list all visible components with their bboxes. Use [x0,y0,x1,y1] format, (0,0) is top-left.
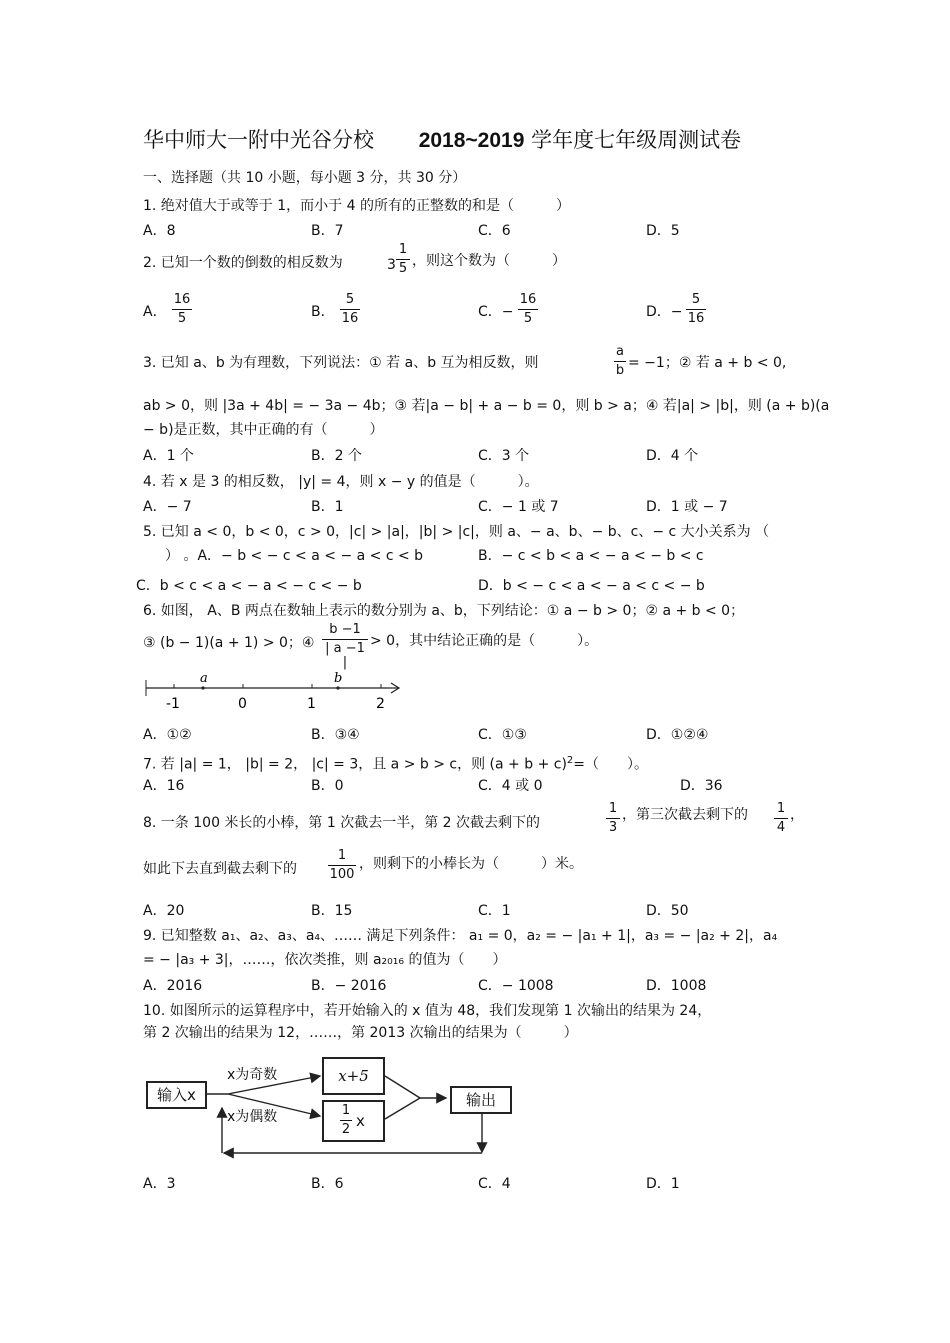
q7-option-c: C．4 或 0 [478,778,543,794]
tick-label-0: 0 [238,696,247,712]
q7-stem-tail: =（ ）。 [573,756,649,773]
q1-option-c: C．6 [478,223,511,239]
fraction-denominator: b [615,363,625,378]
fraction-denominator: 16 [687,311,705,326]
q2-option-d-fraction [686,293,706,326]
q10-option-a: A．3 [143,1176,176,1192]
flow-box-plus-five: x+5 [322,1057,385,1095]
fraction-denominator: 16 [341,311,359,326]
q3-line3: − b)是正数，其中正确的有（ ） [143,422,384,438]
q4-option-d: D．1 或 − 7 [646,499,728,515]
half-fraction [340,1104,352,1137]
fraction-bar [606,818,620,819]
fraction-bar [328,865,356,866]
q9-stem: 9. 已知整数 a₁、a₂、a₃、a₄、…… 满足下列条件： a₁ = 0，a₂ = − |a₁ + 1|，a₃ = − |a₂ + 2|，a₄ [143,928,778,944]
q3-option-d: D．4 个 [646,448,699,464]
q10-line2: 第 2 次输出的结果为 12，……，第 2013 次输出的结果为（ ） [143,1025,578,1041]
q2-option-b: B． [311,304,335,320]
q4-option-c: C．− 1 或 7 [478,499,559,515]
q6-option-a: A．①② [143,727,192,743]
q2-option-b-fraction [340,293,360,326]
fraction-bar [518,309,538,310]
section-heading: 一、选择题（共 10 小题，每小题 3 分，共 30 分） [143,170,467,186]
fraction-numerator: b −1 [329,622,361,637]
title-rest: 学年度七年级周测试卷 [531,128,742,152]
q4-option-b: B．1 [311,499,344,515]
flow-label-even: x为偶数 [227,1109,278,1125]
q6-stem: 6. 如图， A、B 两点在数轴上表示的数分别为 a、b，下列结论：① a − b > 0；② a + b < 0； [143,603,745,619]
q6-option-d: D．①②④ [646,727,709,743]
fraction-denominator: 5 [398,261,408,276]
q6-option-b: B．③④ [311,727,360,743]
q2-option-a-fraction [172,293,192,326]
q7-option-b: B．0 [311,778,344,794]
flow-box-output: 输出 [450,1086,512,1114]
fraction-numerator: 5 [691,292,701,307]
fraction-bar [322,639,368,640]
q8-stem-mid: ，第三次截去剩下的 [622,807,748,823]
title-years: 2018~2019 [418,129,525,152]
point-b [336,686,339,689]
q1-option-b: B．7 [311,223,344,239]
q9-option-d: D．1008 [646,978,707,994]
q8-option-a: A．20 [143,903,185,919]
q10-option-b: B．6 [311,1176,344,1192]
q6-option-c: C．①③ [478,727,527,743]
q8-option-d: D．50 [646,903,689,919]
q9-option-a: A．2016 [143,978,203,994]
q2-option-c-fraction [518,293,538,326]
q5-stem: 5. 已知 a < 0，b < 0，c > 0，|c| > |a|，|b| > |c|，则 a、− a、b、− b、c、− c 大小关系为 （ [143,524,770,540]
q3-option-b: B．2 个 [311,448,362,464]
fraction-denominator: 100 [329,867,355,882]
q3-fraction [614,345,626,378]
q8-fraction-1 [606,802,620,835]
label-b: b [334,671,343,686]
q10-option-c: C．4 [478,1176,511,1192]
fraction-numerator: 1 [337,848,347,863]
q7-option-a: A．16 [143,778,185,794]
q4-stem: 4. 若 x 是 3 的相反数， |y| = 4，则 x − y 的值是（ ）。 [143,474,539,490]
fraction-denominator: 5 [523,311,533,326]
tick-label-minus-1: -1 [166,696,180,712]
q7-exponent: 2 [566,755,574,766]
q8-fraction-2 [774,802,788,835]
flow-box-input: 输入x [146,1081,207,1109]
q2-mixed-whole: 3 [387,257,396,273]
fraction-bar [614,361,626,362]
q6-fraction [322,623,368,670]
q3-stem-tail: = −1；② 若 a + b < 0, [628,355,787,371]
q10-option-d: D．1 [646,1176,680,1192]
q7-option-d: D．36 [680,778,723,794]
flow-label-odd: x为奇数 [227,1067,278,1083]
q4-option-a: A．− 7 [143,499,192,515]
q6-line2-tail: > 0，其中结论正确的是（ ）。 [370,633,599,649]
q5-line2-option-a: ） 。A．− b < − c < a < − a < c < b [165,548,424,564]
q8-option-c: C．1 [478,903,511,919]
flow-line [385,1098,420,1119]
q9-option-b: B．− 2016 [311,978,387,994]
q2-stem-tail: ，则这个数为（ ） [412,253,566,269]
fraction-denominator: 2 [341,1122,351,1137]
q5-option-d: D．b < − c < a < − a < c < − b [478,578,705,594]
q1-option-d: D．5 [646,223,680,239]
q8-line2-tail: ，则剩下的小棒长为（ ）米。 [359,856,583,872]
q2-stem: 2. 已知一个数的倒数的相反数为 [143,255,343,271]
fraction-numerator: 16 [519,292,537,307]
q8-stem-end: ， [790,807,804,823]
q2-option-c: C．− [478,304,514,320]
q7-stem-text: 7. 若 |a| = 1， |b| = 2， |c| = 3，且 a > b > c，则 (a + b + c) [143,756,567,773]
q1-stem: 1. 绝对值大于或等于 1，而小于 4 的所有的正整数的和是（ ） [143,198,570,214]
q8-option-b: B．15 [311,903,353,919]
q9-line2: = − |a₃ + 3|，……，依次类推，则 a₂₀₁₆ 的值为（ ） [143,952,507,968]
title-school: 华中师大一附中光谷分校 [143,128,374,152]
fraction-numerator: 1 [608,801,618,816]
fraction-bar [774,818,788,819]
flow-box-half [322,1100,385,1142]
fraction-bar [340,309,360,310]
flow-line [385,1076,420,1098]
q2-mixed-fraction [396,243,410,276]
number-line-figure [140,666,406,712]
q2-option-a: A． [143,304,167,320]
fraction-numerator: 1 [776,801,786,816]
label-a: a [200,671,208,686]
q6-line2: ③ (b − 1)(a + 1) > 0；④ [143,635,315,651]
fraction-bar [686,309,706,310]
q7-stem [143,752,648,774]
fraction-denominator: | a −1 | [325,641,365,670]
point-a [201,686,204,689]
fraction-denominator: 5 [177,311,187,326]
q9-option-c: C．− 1008 [478,978,554,994]
q2-option-d: D．− [646,304,683,320]
q5-option-c: C．b < c < a < − a < − c < − b [136,578,362,594]
q3-option-c: C．3 个 [478,448,530,464]
q8-fraction-3 [328,849,356,882]
fraction-denominator: 4 [776,820,786,835]
fraction-denominator: 3 [608,820,618,835]
q10-stem: 10. 如图所示的运算程序中，若开始输入的 x 值为 48，我们发现第 1 次输出的结果为 24， [143,1003,712,1019]
q3-stem: 3. 已知 a、b 为有理数，下列说法：① 若 a、b 互为相反数，则 [143,355,539,371]
q5-option-b: B．− c < b < a < − a < − b < c [478,548,704,564]
fraction-numerator: 16 [173,292,191,307]
q8-stem: 8. 一条 100 米长的小棒，第 1 次截去一半，第 2 次截去剩下的 [143,815,541,831]
fraction-bar [172,309,192,310]
q3-line2: ab > 0，则 |3a + 4b| = − 3a − 4b；③ 若|a − b| + a − b = 0，则 b > a；④ 若|a| > |b|，则 (a + b)(a [143,398,830,414]
half-variable: x [356,1112,365,1130]
q8-line2: 如此下去直到截去剩下的 [143,861,297,877]
q3-option-a: A．1 个 [143,448,194,464]
tick-label-2: 2 [376,696,385,712]
fraction-numerator: 5 [345,292,355,307]
page-title [143,127,741,154]
tick-label-1: 1 [307,696,316,712]
fraction-bar [396,259,410,260]
fraction-numerator: a [616,344,624,359]
fraction-bar [340,1120,352,1121]
fraction-numerator: 1 [398,242,408,257]
q1-option-a: A．8 [143,223,176,239]
fraction-numerator: 1 [341,1103,351,1118]
